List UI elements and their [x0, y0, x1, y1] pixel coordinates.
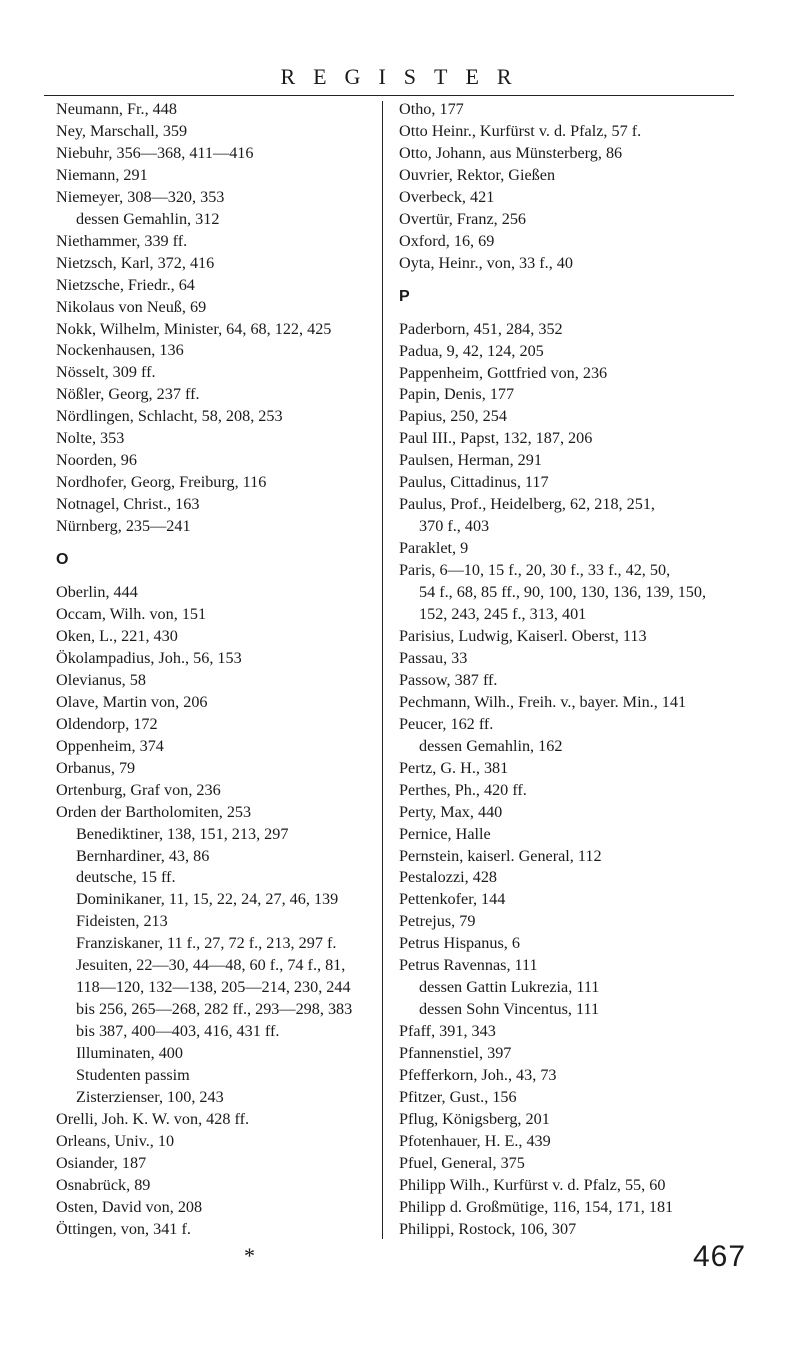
index-entry: Oldendorp, 172 — [56, 714, 158, 733]
index-entry: Otho, 177 — [399, 100, 464, 118]
index-entry: Pfuel, General, 375 — [399, 1153, 525, 1172]
index-entry: Osten, David von, 208 — [56, 1197, 203, 1216]
index-entry: Paulus, Cittadinus, 117 — [399, 473, 549, 492]
index-entry: Pestalozzi, 428 — [399, 868, 498, 887]
index-subentry: dessen Sohn Vincentus, 111 — [419, 1000, 600, 1019]
index-subentry: Dominikaner, 11, 15, 22, 24, 27, 46, 139 — [76, 890, 339, 909]
index-entry: Niemann, 291 — [56, 165, 148, 184]
index-subentry: 370 f., 403 — [419, 517, 490, 536]
index-entry: Occam, Wilh. von, 151 — [56, 605, 207, 624]
index-entry: Orden der Bartholomiten, 253 — [56, 802, 252, 821]
index-entry: Niemeyer, 308—320, 353 — [56, 187, 225, 206]
index-entry: Nösselt, 309 ff. — [56, 363, 156, 382]
index-subentry: dessen Gattin Lukrezia, 111 — [419, 978, 600, 997]
index-entry: Pfefferkorn, Joh., 43, 73 — [399, 1066, 557, 1085]
index-entry: Nokk, Wilhelm, Minister, 64, 68, 122, 425 — [56, 319, 332, 338]
index-entry: Oxford, 16, 69 — [399, 231, 495, 250]
index-entry: Paulus, Prof., Heidelberg, 62, 218, 251, — [399, 495, 655, 514]
index-entry: Paulsen, Herman, 291 — [399, 451, 542, 470]
index-entry: Osnabrück, 89 — [56, 1175, 151, 1194]
index-entry: Neumann, Fr., 448 — [56, 100, 177, 118]
index-entry: Ökolampadius, Joh., 56, 153 — [56, 648, 242, 667]
page-number: 467 — [693, 1240, 747, 1273]
index-subentry: 118—120, 132—138, 205—214, 230, 244 — [76, 978, 351, 997]
index-entry: Pernice, Halle — [399, 824, 491, 843]
column-divider — [382, 101, 383, 1239]
index-entry: Nietzsch, Karl, 372, 416 — [56, 253, 215, 272]
right-column — [399, 99, 744, 1241]
index-entry: Nockenhausen, 136 — [56, 341, 184, 360]
index-entry: Pernstein, kaiserl. General, 112 — [399, 846, 602, 865]
index-subentry: dessen Gemahlin, 312 — [76, 209, 220, 228]
index-entry: Pfotenhauer, H. E., 439 — [399, 1131, 551, 1150]
index-subentry: 152, 243, 245 f., 313, 401 — [419, 605, 587, 624]
index-entry: Petrus Ravennas, 111 — [399, 956, 538, 975]
index-entry: Pfaff, 391, 343 — [399, 1022, 496, 1041]
index-entry: Overbeck, 421 — [399, 187, 495, 206]
index-entry: Pfannenstiel, 397 — [399, 1044, 512, 1063]
index-subentry: Studenten passim — [76, 1066, 190, 1085]
index-entry: Nürnberg, 235—241 — [56, 517, 191, 536]
index-entry: Petrus Hispanus, 6 — [399, 934, 520, 953]
index-entry: Niethammer, 339 ff. — [56, 231, 188, 250]
index-subentry: Fideisten, 213 — [76, 912, 168, 931]
index-entry: Passau, 33 — [399, 648, 468, 667]
index-entry: Pettenkofer, 144 — [399, 890, 506, 909]
index-entry: Passow, 387 ff. — [399, 670, 498, 689]
index-subentry: 54 f., 68, 85 ff., 90, 100, 130, 136, 139, 150, — [419, 583, 707, 602]
index-subentry: Zisterzienser, 100, 243 — [76, 1087, 224, 1106]
index-entry: Paul III., Papst, 132, 187, 206 — [399, 429, 593, 448]
index-entry: Otto Heinr., Kurfürst v. d. Pfalz, 57 f. — [399, 121, 642, 140]
section-letter: P — [399, 287, 410, 305]
index-entry: Ortenburg, Graf von, 236 — [56, 780, 221, 799]
index-entry: Orelli, Joh. K. W. von, 428 ff. — [56, 1109, 250, 1128]
index-entry: Pappenheim, Gottfried von, 236 — [399, 363, 608, 382]
index-entry: Philippi, Rostock, 106, 307 — [399, 1219, 577, 1238]
index-entry: Olave, Martin von, 206 — [56, 692, 208, 711]
index-entry: Philipp Wilh., Kurfürst v. d. Pfalz, 55, 60 — [399, 1175, 666, 1194]
page-header: REGISTER — [280, 64, 530, 89]
index-entry: Osiander, 187 — [56, 1153, 147, 1172]
index-entry: Orleans, Univ., 10 — [56, 1131, 175, 1150]
index-entry: Papius, 250, 254 — [399, 407, 507, 426]
index-entry: Noorden, 96 — [56, 451, 137, 470]
index-subentry: bis 256, 265—268, 282 ff., 293—298, 383 — [76, 1000, 353, 1019]
index-entry: Peucer, 162 ff. — [399, 714, 494, 733]
left-column — [56, 99, 378, 1241]
index-entry: Nolte, 353 — [56, 429, 125, 448]
index-subentry: bis 387, 400—403, 416, 431 ff. — [76, 1022, 280, 1041]
index-entry: Oppenheim, 374 — [56, 736, 164, 755]
index-entry: Nordhofer, Georg, Freiburg, 116 — [56, 473, 267, 492]
index-entry: Parisius, Ludwig, Kaiserl. Oberst, 113 — [399, 626, 647, 645]
index-subentry: Illuminaten, 400 — [76, 1044, 183, 1063]
index-subentry: Jesuiten, 22—30, 44—48, 60 f., 74 f., 81, — [76, 956, 346, 975]
index-entry: Paris, 6—10, 15 f., 20, 30 f., 33 f., 42, 50, — [399, 561, 671, 580]
index-subentry: dessen Gemahlin, 162 — [419, 736, 563, 755]
index-entry: Philipp d. Großmütige, 116, 154, 171, 181 — [399, 1197, 674, 1216]
index-entry: Pfitzer, Gust., 156 — [399, 1087, 517, 1106]
index-entry: Paderborn, 451, 284, 352 — [399, 319, 563, 338]
index-entry: Perthes, Ph., 420 ff. — [399, 780, 527, 799]
index-entry: Nikolaus von Neuß, 69 — [56, 297, 207, 316]
index-entry: Orbanus, 79 — [56, 758, 136, 777]
section-letter: O — [56, 551, 69, 569]
index-entry: Ney, Marschall, 359 — [56, 121, 188, 140]
index-entry: Nördlingen, Schlacht, 58, 208, 253 — [56, 407, 283, 426]
index-entry: Niebuhr, 356—368, 411—416 — [56, 143, 254, 162]
index-subentry: Benediktiner, 138, 151, 213, 297 — [76, 824, 289, 843]
index-entry: Overtür, Franz, 256 — [399, 209, 527, 228]
index-entry: Ouvrier, Rektor, Gießen — [399, 165, 556, 184]
index-entry: Oyta, Heinr., von, 33 f., 40 — [399, 253, 573, 272]
index-subentry: Bernhardiner, 43, 86 — [76, 846, 210, 865]
index-entry: Papin, Denis, 177 — [399, 385, 515, 404]
index-entry: Pflug, Königsberg, 201 — [399, 1109, 550, 1128]
index-entry: Nößler, Georg, 237 ff. — [56, 385, 200, 404]
index-entry: Pechmann, Wilh., Freih. v., bayer. Min., 141 — [399, 692, 687, 711]
index-entry: Öttingen, von, 341 f. — [56, 1219, 191, 1238]
index-entry: Oken, L., 221, 430 — [56, 626, 178, 645]
index-subentry: deutsche, 15 ff. — [76, 868, 176, 887]
header-rule — [44, 95, 734, 96]
index-subentry: Franziskaner, 11 f., 27, 72 f., 213, 297 f. — [76, 934, 337, 953]
index-entry: Padua, 9, 42, 124, 205 — [399, 341, 544, 360]
index-entry: Nietzsche, Friedr., 64 — [56, 275, 195, 294]
index-entry: Notnagel, Christ., 163 — [56, 495, 200, 514]
index-entry: Paraklet, 9 — [399, 539, 469, 558]
index-entry: Perty, Max, 440 — [399, 802, 503, 821]
index-entry: Olevianus, 58 — [56, 670, 146, 689]
index-entry: Otto, Johann, aus Münsterberg, 86 — [399, 143, 623, 162]
index-entry: Oberlin, 444 — [56, 583, 138, 602]
index-entry: Petrejus, 79 — [399, 912, 476, 931]
signature-mark: * — [244, 1243, 255, 1268]
index-entry: Pertz, G. H., 381 — [399, 758, 509, 777]
